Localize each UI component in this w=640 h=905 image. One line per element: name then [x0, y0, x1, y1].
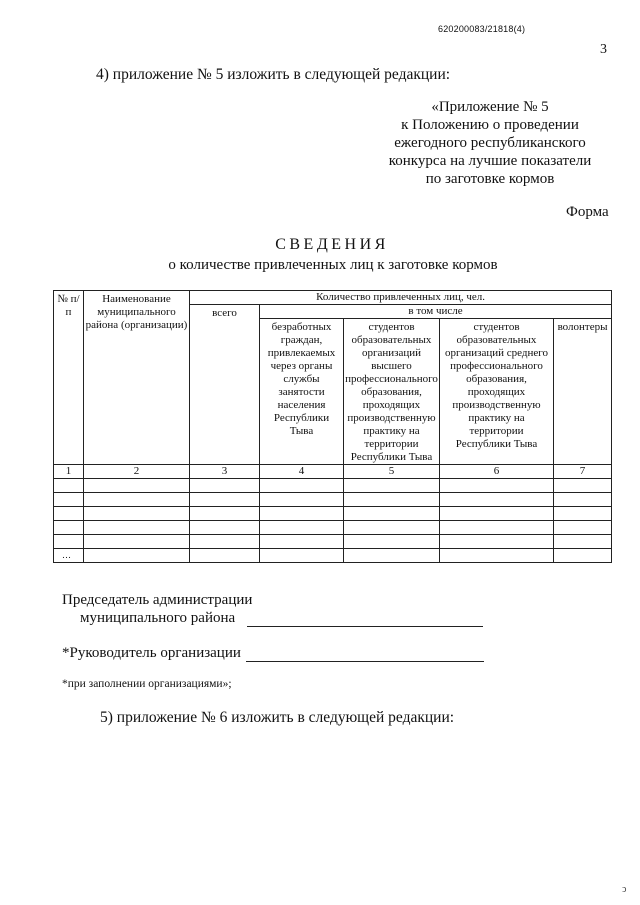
report-form-table [53, 290, 612, 563]
table-row [54, 535, 612, 549]
document-title: СВЕДЕНИЯ [275, 236, 389, 253]
organization-head-label: *Руководитель организации [62, 645, 241, 661]
appendix-line: «Приложение № 5 [431, 99, 549, 115]
table-row [54, 521, 612, 535]
header-col-no: № п/п [54, 291, 84, 465]
document-subtitle: о количестве привлеченных лиц к заготовке кормов [168, 257, 498, 273]
header-col-total: всего [190, 305, 260, 465]
column-number: 7 [554, 465, 612, 479]
header-col-higher-students: студентов образовательных организаций высшего профессионального образования, проходящих производственную практику на территории Республики Тыва [344, 319, 440, 465]
row-ellipsis: … [54, 549, 84, 563]
appendix-line: по заготовке кормов [425, 171, 555, 187]
corner-mark: ↄ [622, 884, 627, 895]
document-code: 620200083/21818(4) [438, 24, 526, 34]
column-number: 2 [84, 465, 190, 479]
appendix-line: конкурса на лучшие показатели [388, 153, 592, 169]
header-col-name: Наименование муниципального района (организации) [84, 291, 190, 465]
header-subgroup: в том числе [260, 305, 612, 319]
table-row [54, 507, 612, 521]
appendix-line: к Положению о проведении [401, 117, 579, 133]
form-label: Форма [566, 204, 609, 220]
chairman-signature-line [247, 626, 483, 627]
column-number: 6 [440, 465, 554, 479]
table-row [54, 493, 612, 507]
page-number: 3 [600, 42, 607, 57]
column-number: 3 [190, 465, 260, 479]
chairman-label-line1: Председатель администрации [62, 592, 253, 608]
chairman-label-line2: муниципального района [80, 610, 236, 626]
head-signature-line [246, 661, 484, 662]
header-col-unemployed: безработных граждан, привлекаемых через органы службы занятости населения Республики Тыва [260, 319, 344, 465]
table-row [54, 479, 612, 493]
header-col-secondary-students: студентов образовательных организаций среднего профессионального образования, проходящих производственную практику на территории Республики Тыва [440, 319, 554, 465]
column-number: 5 [344, 465, 440, 479]
footnote: *при заполнении организациями»; [62, 678, 232, 690]
column-number: 1 [54, 465, 84, 479]
header-col-volunteers: волонтеры [554, 319, 612, 465]
appendix-line: ежегодного республиканского [394, 135, 586, 151]
item-4-text: 4) приложение № 5 изложить в следующей редакции: [96, 66, 451, 83]
table-row [54, 549, 612, 563]
column-number: 4 [260, 465, 344, 479]
appendix-heading [360, 98, 620, 188]
header-group-count: Количество привлеченных лиц, чел. [190, 291, 612, 305]
item-5-text: 5) приложение № 6 изложить в следующей редакции: [100, 709, 455, 726]
